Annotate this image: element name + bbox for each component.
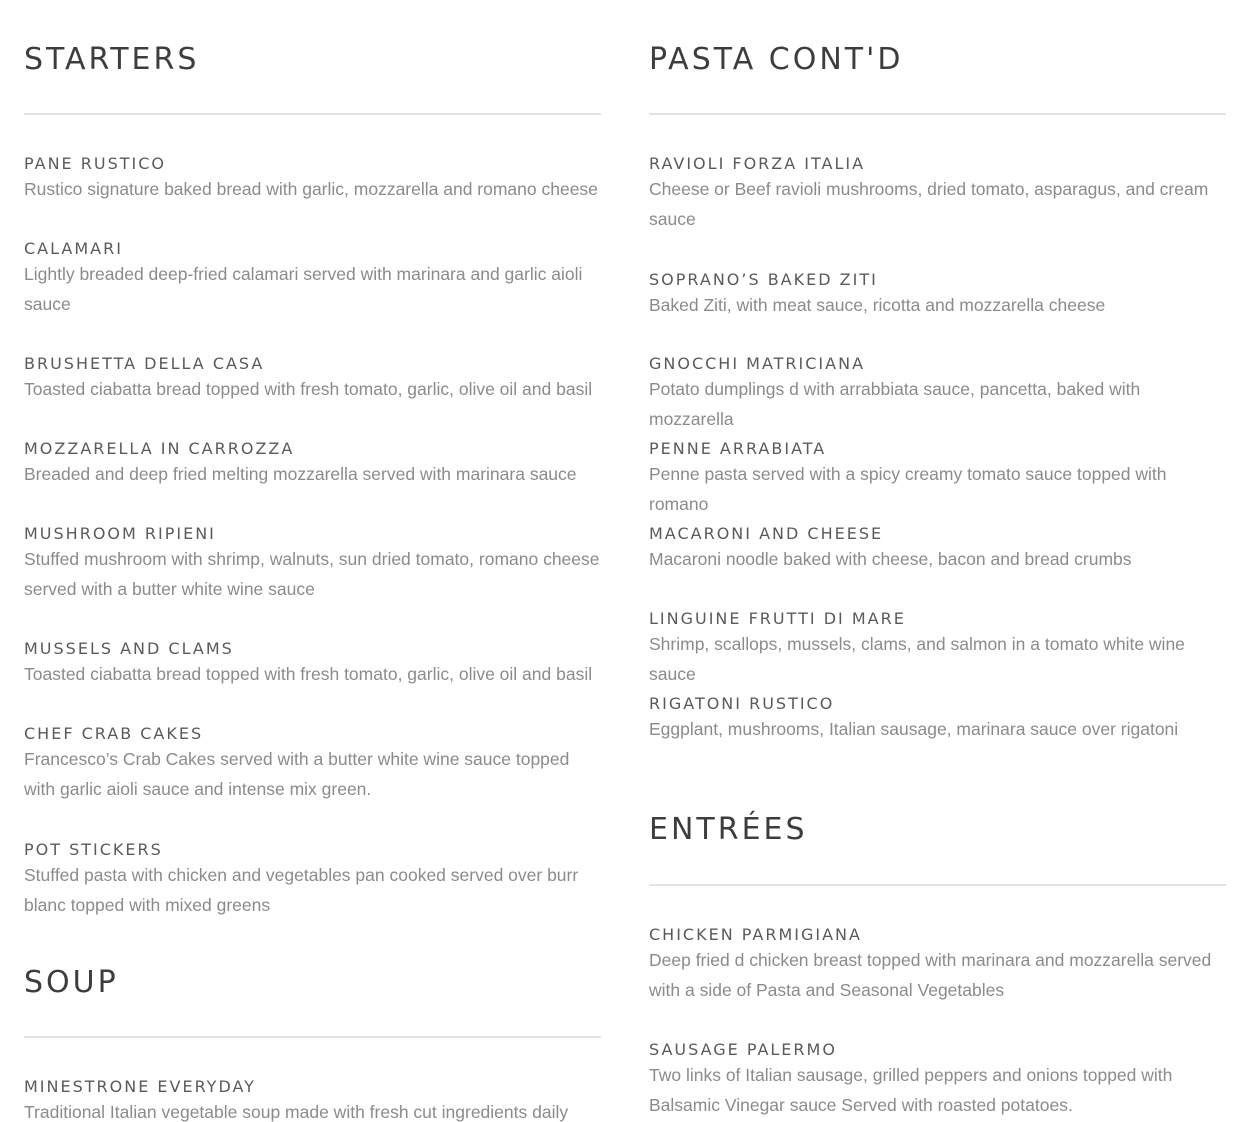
menu-item-name: SOPRANO’S BAKED ZITI <box>649 270 878 289</box>
menu-item <box>24 840 601 920</box>
section-starters <box>24 40 601 80</box>
section-divider <box>649 884 1226 886</box>
menu-item <box>649 439 1226 519</box>
menu-item-description: Deep fried d chicken breast topped with marinara and mozzarella served with a side of Pasta and Seasonal Vegetables <box>649 950 1212 1000</box>
menu-item-description: Breaded and deep fried melting mozzarella served with marinara sauce <box>24 464 577 484</box>
menu-item-name: GNOCCHI MATRICIANA <box>649 354 866 373</box>
menu-item <box>649 925 1226 1005</box>
menu-item-description: Two links of Italian sausage, grilled peppers and onions topped with Balsamic Vinegar sauce Served with roasted potatoes. <box>649 1065 1173 1115</box>
menu-item-description: Stuffed mushroom with shrimp, walnuts, sun dried tomato, romano cheese served with a butter white wine sauce <box>24 549 600 599</box>
menu-item-name: RAVIOLI FORZA ITALIA <box>649 154 866 173</box>
menu-item <box>649 354 1226 434</box>
menu-item-name: POT STICKERS <box>24 840 163 859</box>
menu-item <box>649 609 1226 689</box>
menu-item-description: Macaroni noodle baked with cheese, bacon and bread crumbs <box>649 549 1132 569</box>
menu-item-description: Potato dumplings d with arrabbiata sauce, pancetta, baked with mozzarella <box>649 379 1141 429</box>
menu-item <box>24 154 601 204</box>
section-divider <box>24 1036 601 1038</box>
section-divider <box>24 113 601 115</box>
menu-item <box>649 270 1226 320</box>
menu-item-description: Francesco’s Crab Cakes served with a butter white wine sauce topped with garlic aioli sauce and intense mix green. <box>24 749 570 799</box>
menu-item-name: MUSHROOM RIPIENI <box>24 524 216 543</box>
menu-item <box>649 154 1226 234</box>
menu-item-description: Stuffed pasta with chicken and vegetables pan cooked served over burr blanc topped with mixed greens <box>24 865 579 915</box>
section-entrees <box>649 810 1226 850</box>
menu-item-name: MINESTRONE EVERYDAY <box>24 1077 256 1096</box>
menu-item-name: SAUSAGE PALERMO <box>649 1040 837 1059</box>
menu-item-description: Penne pasta served with a spicy creamy tomato sauce topped with romano <box>649 464 1167 514</box>
menu-item-name: PENNE ARRABIATA <box>649 439 827 458</box>
menu-item <box>649 694 1226 744</box>
menu-item-name: RIGATONI RUSTICO <box>649 694 835 713</box>
menu-item <box>24 639 601 689</box>
menu-item-name: MUSSELS AND CLAMS <box>24 639 234 658</box>
menu-item-description: Rustico signature baked bread with garlic, mozzarella and romano cheese <box>24 179 598 199</box>
section-pasta-contd <box>649 40 1226 80</box>
menu-item-description: Toasted ciabatta bread topped with fresh tomato, garlic, olive oil and basil <box>24 379 593 399</box>
menu-item-description: Traditional Italian vegetable soup made with fresh cut ingredients daily <box>24 1102 569 1122</box>
section-divider <box>649 113 1226 115</box>
section-title: SOUP <box>24 965 119 1000</box>
menu-item-name: MOZZARELLA IN CARROZZA <box>24 439 295 458</box>
menu-item-name: CHEF CRAB CAKES <box>24 724 204 743</box>
menu-item <box>24 439 601 489</box>
menu-item <box>24 524 601 604</box>
menu-item-description: Lightly breaded deep-fried calamari served with marinara and garlic aioli sauce <box>24 264 583 314</box>
menu-item-name: BRUSHETTA DELLA CASA <box>24 354 265 373</box>
menu-item <box>24 724 601 804</box>
menu-item-name: MACARONI AND CHEESE <box>649 524 884 543</box>
menu-item <box>649 524 1226 574</box>
menu-item-description: Toasted ciabatta bread topped with fresh tomato, garlic, olive oil and basil <box>24 664 593 684</box>
menu-item-description: Shrimp, scallops, mussels, clams, and salmon in a tomato white wine sauce <box>649 634 1185 684</box>
menu-item-name: CALAMARI <box>24 239 123 258</box>
menu-item-name: CHICKEN PARMIGIANA <box>649 925 862 944</box>
menu-item-description: Baked Ziti, with meat sauce, ricotta and mozzarella cheese <box>649 295 1106 315</box>
section-title: STARTERS <box>24 42 200 77</box>
section-title: ENTRÉES <box>649 812 808 847</box>
menu-item <box>24 354 601 404</box>
menu-item-name: LINGUINE FRUTTI DI MARE <box>649 609 906 628</box>
menu-item-name: PANE RUSTICO <box>24 154 166 173</box>
menu-item-description: Eggplant, mushrooms, Italian sausage, marinara sauce over rigatoni <box>649 719 1179 739</box>
section-soup <box>24 963 601 1003</box>
menu-item-description: Cheese or Beef ravioli mushrooms, dried tomato, asparagus, and cream sauce <box>649 179 1209 229</box>
section-title: PASTA CONT'D <box>649 42 904 77</box>
menu-item <box>24 239 601 319</box>
menu-item <box>24 1077 601 1122</box>
menu-item <box>649 1040 1226 1120</box>
